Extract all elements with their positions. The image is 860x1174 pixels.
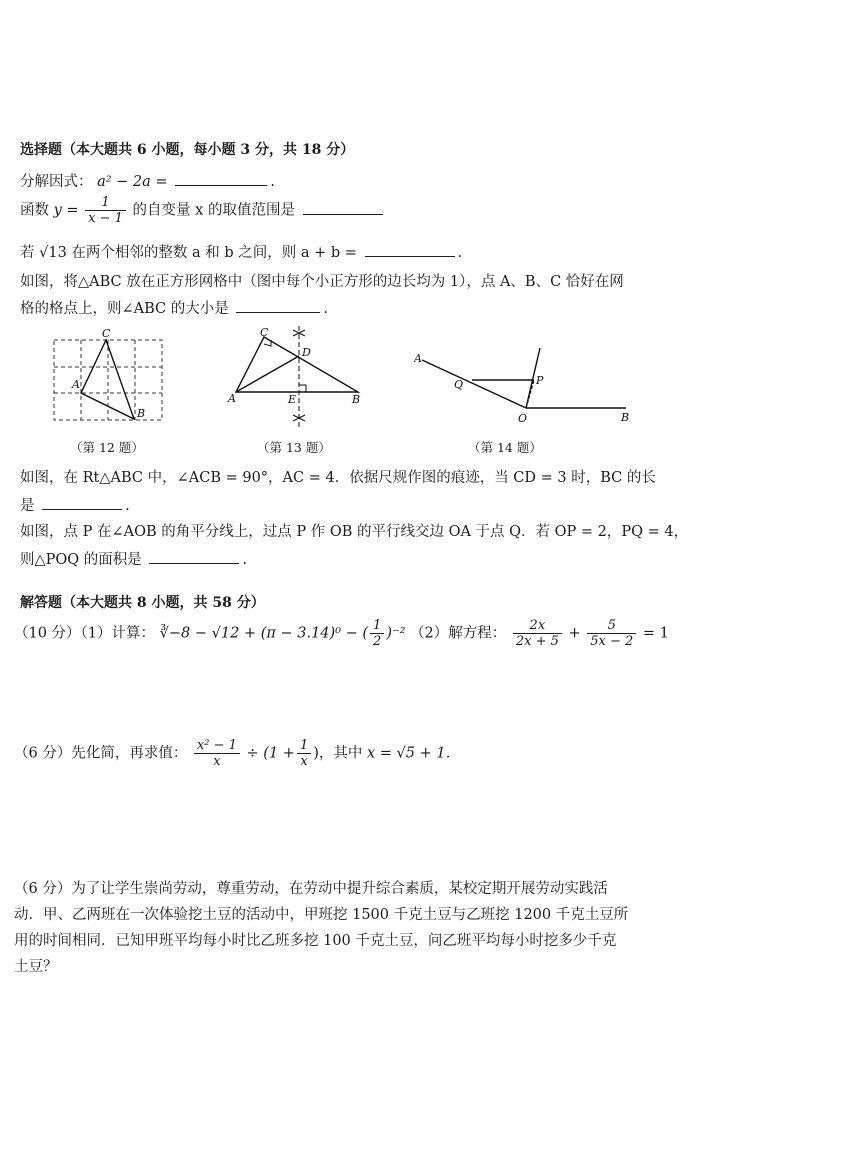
question-15-part1 [14, 618, 405, 649]
q15-f1-den: 2x + 5 [515, 634, 559, 649]
question-9 [20, 170, 275, 191]
fig14-label-o: O [518, 412, 528, 425]
figure-12-grid-triangle [48, 328, 168, 428]
section-header-solution: 解答题（本大题共 8 小题，共 58 分） [20, 595, 265, 611]
fig13-label-a: A [228, 392, 236, 405]
q16-fraction-2 [297, 738, 311, 769]
question-15-part2 [410, 618, 669, 649]
q9-expr: a² − 2a = [97, 174, 168, 190]
q14-suffix: . [242, 552, 248, 568]
figure-14-caption: （第 14 题） [468, 440, 542, 455]
question-13-line2 [20, 494, 130, 515]
q10-fraction [85, 195, 126, 226]
q16-f2-den: x [300, 754, 308, 769]
q15-f1-num: 2x [513, 618, 562, 634]
q15-plus: + [568, 625, 581, 642]
figure-13-caption: （第 13 题） [257, 440, 331, 455]
q10-suffix: 的自变量 x 的取值范围是 [132, 202, 295, 219]
question-12-line2 [20, 297, 328, 318]
q16-fraction-1 [194, 738, 240, 769]
q15-fraction-2 [587, 618, 636, 649]
q16-close: )，其中 [313, 745, 363, 762]
answer-blank[interactable] [42, 495, 122, 510]
question-14-line2 [20, 548, 247, 569]
question-13-line1: 如图，在 Rt△ABC 中，∠ACB = 90°，AC = 4．依据尺规作图的痕迹，当 CD = 3 时，BC 的长 [20, 470, 656, 486]
question-14-line1: 如图，点 P 在∠AOB 的角平分线上，过点 P 作 OB 的平行线交边 OA 于点 Q．若 OP = 2，PQ = 4， [20, 524, 689, 540]
q16-f1-num: x² − 1 [194, 738, 240, 754]
q16-condition: x = √5 + 1． [367, 745, 461, 762]
q16-div: ÷ (1 + [246, 745, 295, 762]
section-header-choice: 选择题（本大题共 6 小题，每小题 3 分，共 18 分） [20, 142, 355, 158]
question-17-line4: 土豆？ [14, 959, 58, 975]
q11-text: 若 √13 在两个相邻的整数 a 和 b 之间，则 a + b = [20, 245, 357, 261]
q9-prefix: 分解因式： [20, 174, 93, 190]
q15-part1-tail: )⁻² [386, 625, 406, 642]
answer-blank[interactable] [175, 171, 267, 186]
fig14-label-a: A [414, 352, 422, 365]
question-11 [20, 241, 462, 262]
fig14-label-q: Q [454, 378, 464, 391]
q15-part1-fraction [370, 618, 384, 649]
answer-blank[interactable] [365, 242, 455, 257]
figure-13-construction [226, 322, 368, 432]
q11-suffix: . [457, 245, 463, 261]
q15-f2-den: 5x − 2 [590, 634, 634, 649]
question-12-line1: 如图，将△ABC 放在正方形网格中（图中每个小正方形的边长均为 1），点 A、B、C 恰好在网 [20, 274, 624, 290]
fig14-label-b: B [621, 411, 630, 424]
q15-part1-frac-den: 2 [373, 634, 382, 649]
fig13-label-d: D [302, 346, 311, 359]
question-17-line3: 用的时间相同．已知甲班平均每小时比乙班多挖 100 千克土豆，问乙班平均每小时挖多少千克 [14, 933, 617, 949]
question-17-line1: （6 分）为了让学生崇尚劳动，尊重劳动，在劳动中提升综合素质，某校定期开展劳动实践活 [14, 881, 608, 897]
q16-label: （6 分）先化简，再求值： [14, 745, 188, 762]
fig13-label-e: E [288, 393, 297, 406]
fig12-label-a: A [72, 378, 80, 391]
answer-blank[interactable] [236, 298, 320, 313]
q15-part1-label: （10 分）（1）计算： [14, 625, 156, 642]
fig14-label-p: P [536, 374, 544, 387]
answer-blank[interactable] [303, 200, 383, 215]
q10-frac-num: 1 [85, 195, 126, 211]
q10-frac-den: x − 1 [88, 211, 123, 226]
q15-part2-label: （2）解方程： [410, 625, 507, 642]
question-17-line2: 动．甲、乙两班在一次体验挖土豆的活动中，甲班挖 1500 千克土豆与乙班挖 1200 千克土豆所 [14, 907, 629, 923]
q15-part1-expr: ∛−8 − √12 + (π − 3.14)⁰ − ( [159, 625, 369, 642]
q12-line2-text: 格的格点上，则∠ABC 的大小是 [20, 301, 229, 317]
fig13-label-c: C [260, 326, 269, 339]
q15-fraction-1 [513, 618, 562, 649]
q15-equals: = 1 [642, 625, 669, 642]
question-10 [20, 195, 386, 226]
q16-f1-den: x [213, 754, 221, 769]
answer-blank[interactable] [149, 549, 239, 564]
q15-f2-num: 5 [587, 618, 636, 634]
q15-part1-frac-num: 1 [370, 618, 384, 634]
q14-line2-text: 则△POQ 的面积是 [20, 552, 142, 568]
q9-suffix: . [270, 174, 275, 190]
q10-lhs: y = [53, 202, 79, 219]
fig12-label-b: B [137, 407, 146, 420]
q13-line2-text: 是 [20, 498, 35, 514]
question-16 [14, 738, 460, 769]
q12-suffix: . [323, 301, 328, 317]
q16-f2-num: 1 [297, 738, 311, 754]
fig13-label-b: B [352, 393, 361, 406]
figure-14-angle-bisector [414, 344, 636, 426]
figure-12-caption: （第 12 题） [70, 440, 144, 455]
q13-suffix: . [125, 498, 130, 514]
q10-prefix: 函数 [20, 202, 49, 219]
fig12-label-c: C [102, 328, 111, 340]
